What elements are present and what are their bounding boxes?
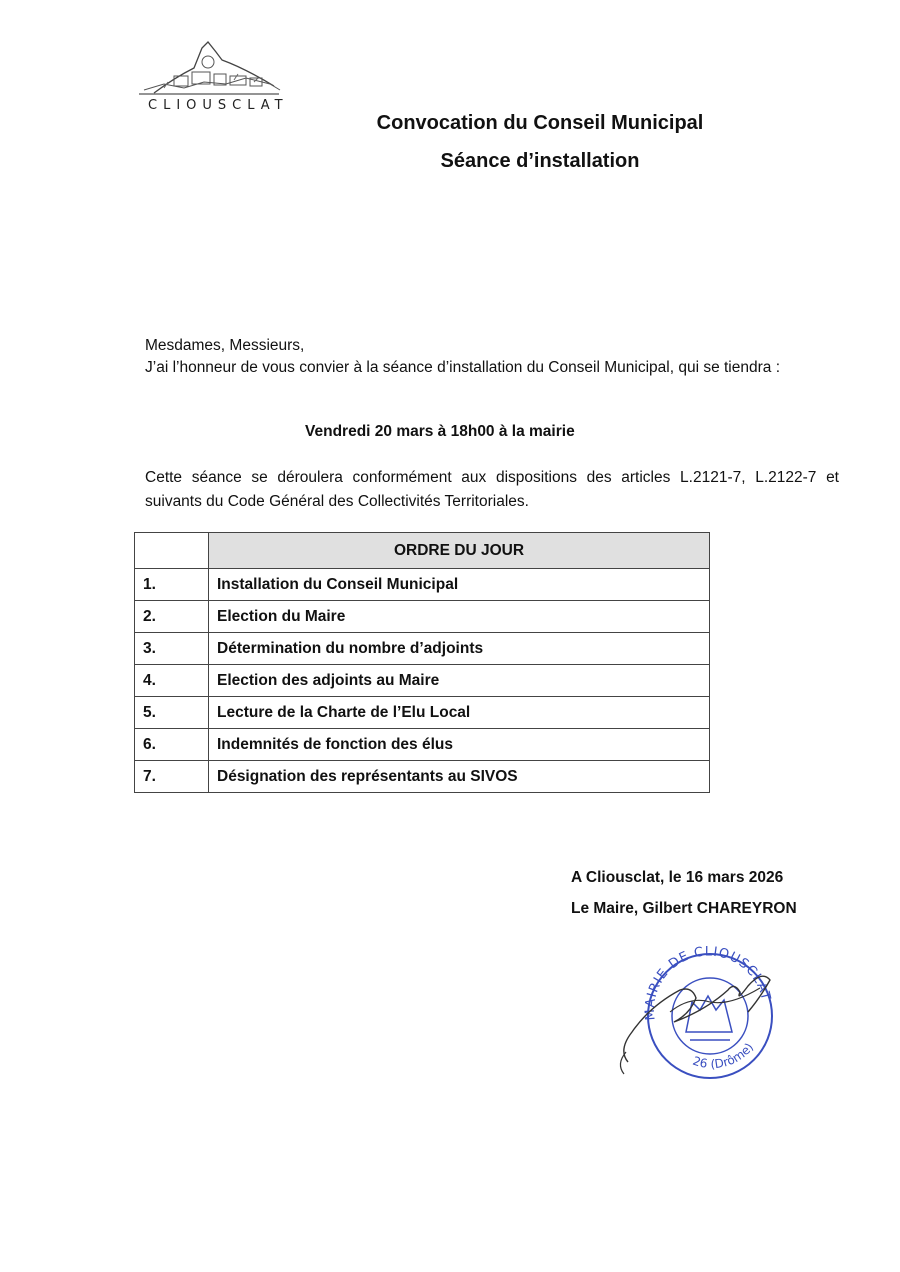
agenda-item-label: Election du Maire [209,601,710,633]
agenda-item-label: Détermination du nombre d’adjoints [209,633,710,665]
logo-text: CLIOUSCLAT [148,98,289,113]
legal-paragraph: Cette séance se déroulera conformément aux dispositions des articles L.2121-7, L.2122-7 et suivants du Code Général des Collectivités Territoriales. [145,469,839,510]
table-row [135,665,710,697]
mayor-stamp-and-signature [610,940,790,1080]
agenda-item-label: Election des adjoints au Maire [209,665,710,697]
agenda-item-label: Lecture de la Charte de l’Elu Local [209,697,710,729]
official-stamp [610,940,790,1080]
agenda-item-number: 6. [135,729,209,761]
agenda-header: ORDRE DU JOUR [209,533,710,569]
table-row [135,729,710,761]
agenda-item-number: 5. [135,697,209,729]
table-row [135,761,710,793]
intro-paragraph: J’ai l’honneur de vous convier à la séance d’installation du Conseil Municipal, qui se tiendra : [145,359,781,376]
document-subtitle: Séance d’installation [440,150,640,172]
agenda-item-label: Installation du Conseil Municipal [209,569,710,601]
agenda-item-number: 1. [135,569,209,601]
meeting-date: Vendredi 20 mars à 18h00 à la mairie [305,423,575,440]
document-title: Convocation du Conseil Municipal [376,112,704,134]
table-row [135,601,710,633]
table-row [135,697,710,729]
agenda-item-number: 7. [135,761,209,793]
salutation: Mesdames, Messieurs, [145,337,305,354]
svg-text:MAIRIE DE CLIOUSCLAT: MAIRIE DE CLIOUSCLAT [642,944,774,1021]
svg-text:26 (Drôme): 26 (Drôme) [690,1040,757,1072]
agenda-item-number: 3. [135,633,209,665]
agenda-item-label: Désignation des représentants au SIVOS [209,761,710,793]
signature-block [571,862,797,924]
signer-name: Le Maire, Gilbert CHAREYRON [571,900,797,917]
agenda-header-blank [135,533,209,569]
village-logo [134,38,289,122]
agenda-table [134,532,710,793]
agenda-item-number: 2. [135,601,209,633]
table-row [135,633,710,665]
place-date: A Cliousclat, le 16 mars 2026 [571,869,784,886]
village-logo-drawing [134,38,284,100]
table-row [135,569,710,601]
agenda-item-number: 4. [135,665,209,697]
agenda-header-row [135,533,710,569]
agenda-item-label: Indemnités de fonction des élus [209,729,710,761]
